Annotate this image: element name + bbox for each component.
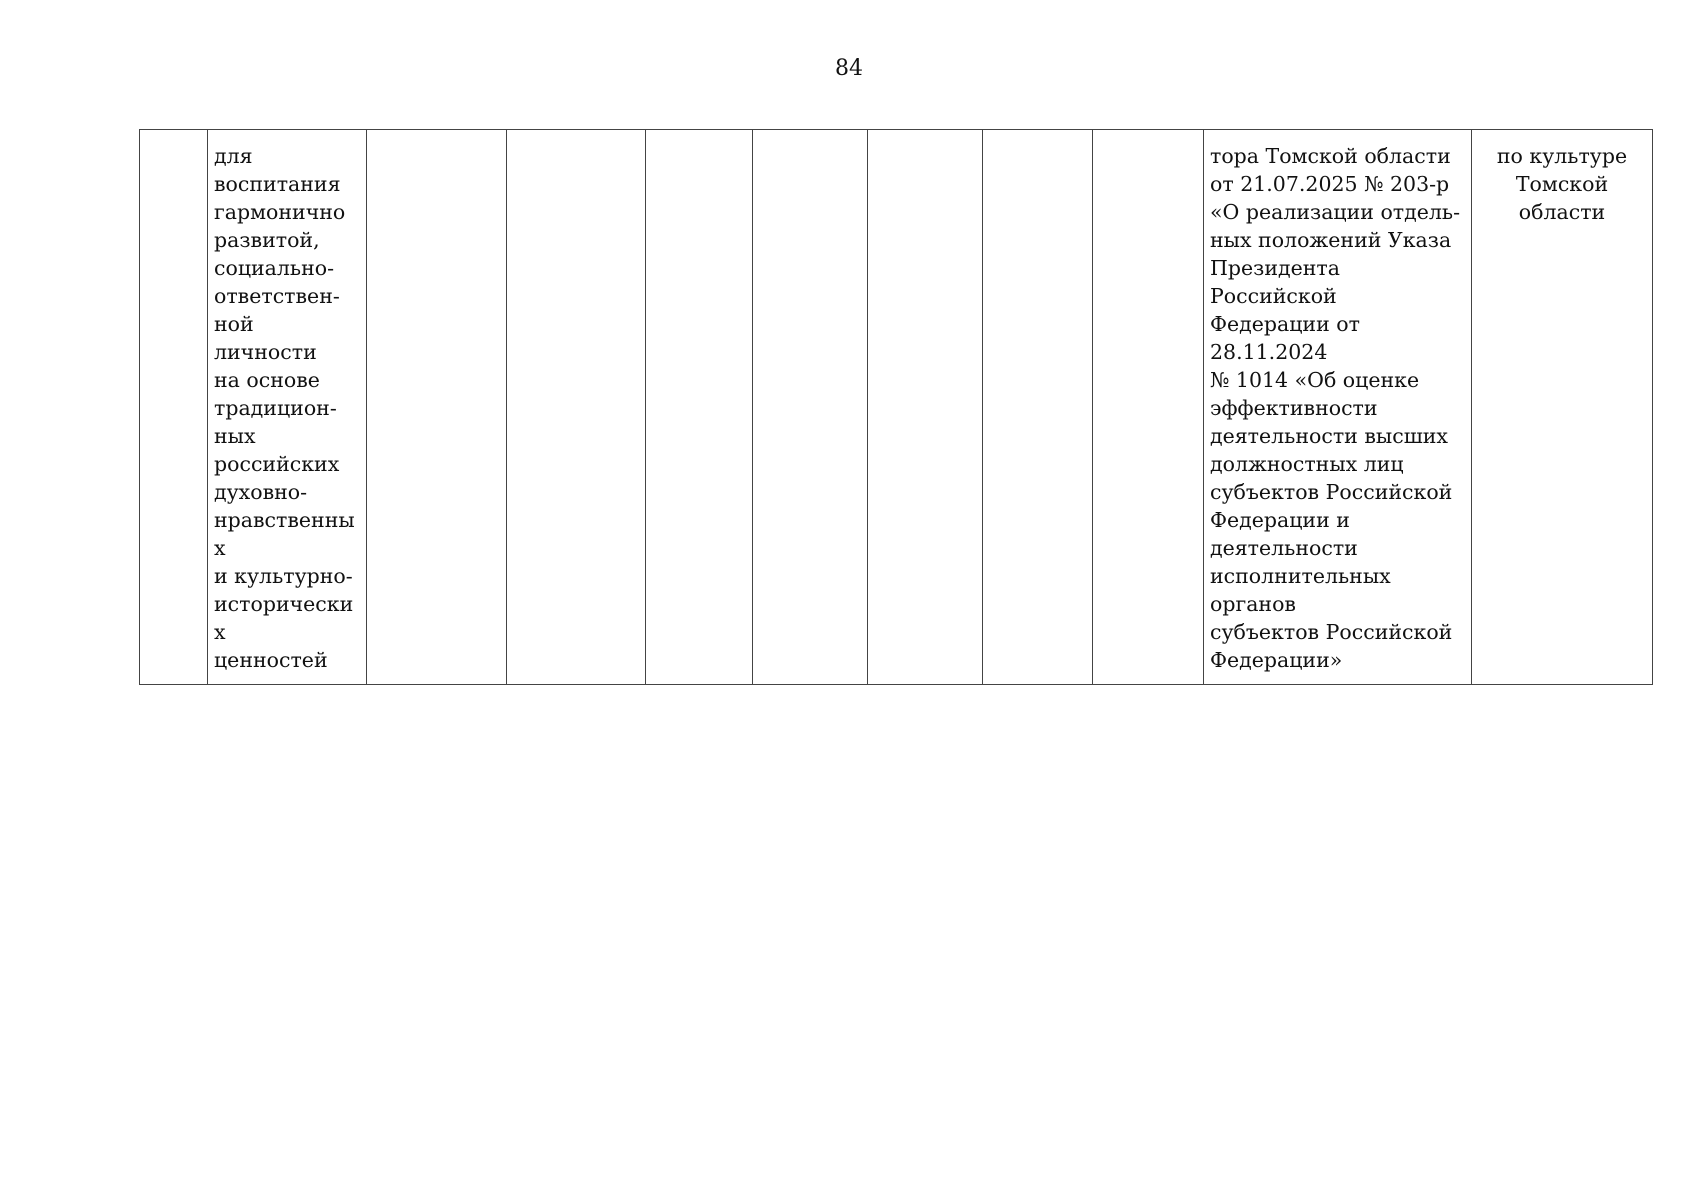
document-table — [139, 129, 1653, 685]
table-row — [140, 130, 1653, 685]
table-cell — [646, 130, 753, 685]
page-number: 84 — [835, 56, 863, 81]
table-cell — [868, 130, 983, 685]
table-cell-number — [140, 130, 208, 685]
table-cell-responsible: по культуре Томской области — [1472, 130, 1653, 685]
table-cell-goal: для воспитания гармонично развитой, социально- ответствен- ной личности на основе традицион- ных российских духовно- нравственных и культурно- исторических ценностей — [208, 130, 367, 685]
table-cell — [507, 130, 646, 685]
table-cell — [1093, 130, 1204, 685]
table-cell — [367, 130, 507, 685]
table-cell — [983, 130, 1093, 685]
table-cell-document-reference: тора Томской области от 21.07.2025 № 203-р «О реализации отдель- ных положений Указа Президента Российской Федерации от 28.11.2024 № 1014 «Об оценке эффективности деятельности высших должностных лиц субъектов Российской Федерации и деятельности исполнительных органов субъектов Российской Федерации» — [1204, 130, 1472, 685]
table-cell — [753, 130, 868, 685]
